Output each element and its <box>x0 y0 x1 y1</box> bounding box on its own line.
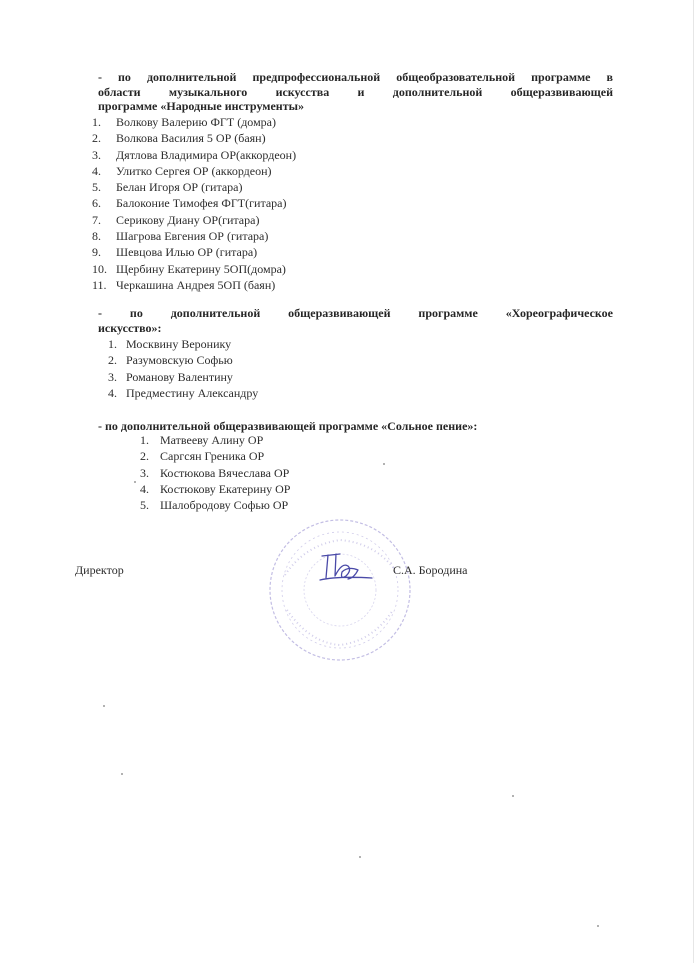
list-item: 5. Белан Игоря ОР (гитара) <box>92 180 243 195</box>
section-heading-choreography <box>98 306 613 335</box>
student-list-folk-instruments <box>92 114 296 293</box>
list-item: 8. Шагрова Евгения ОР (гитара) <box>92 229 269 244</box>
heading-line: программе «Народные инструменты» <box>98 99 304 113</box>
director-title: Директор <box>75 563 124 577</box>
list-item: 10. Щербину Екатерину 5ОП(домра) <box>92 261 286 276</box>
list-item: 11. Черкашина Андрея 5ОП (баян) <box>92 277 276 292</box>
list-item: 5. Шалобродову Софью ОР <box>140 498 289 513</box>
list-item: 2. Волкова Василия 5 ОР (баян) <box>92 131 266 146</box>
scan-speck <box>512 795 514 797</box>
list-item: 6. Балоконие Тимофея ФГТ(гитара) <box>92 196 287 211</box>
list-item: 9. Шевцова Илью ОР (гитара) <box>92 245 258 260</box>
scan-edge-line <box>693 0 694 963</box>
list-item: 1. Волкову Валерию ФГТ (домра) <box>92 115 276 129</box>
list-item: 3. Костюкова Вячеслава ОР <box>140 465 290 480</box>
heading-line: - по дополнительной общеразвивающей программе «Хореографическое <box>98 306 613 320</box>
list-item: 2. Саргсян Греника ОР <box>140 449 265 464</box>
student-list-choreography <box>108 336 258 401</box>
heading-line: области музыкального искусства и дополнительной общеразвивающей <box>98 84 613 99</box>
list-item: 1. Москвину Веронику <box>108 337 232 351</box>
heading-line: - по дополнительной предпрофессиональной общеобразовательной программе в <box>98 70 613 84</box>
list-item: 1. Матвееву Алину ОР <box>140 433 264 447</box>
stamp-seal-icon <box>265 515 415 665</box>
list-item: 2. Разумовскую Софью <box>108 353 233 368</box>
student-list-solo-singing <box>140 432 290 513</box>
heading-line: искусство»: <box>98 320 162 335</box>
scan-speck <box>597 925 599 927</box>
list-item: 7. Серикову Диану ОР(гитара) <box>92 212 260 227</box>
heading-line: - по дополнительной общеразвивающей программе «Сольное пение»: <box>98 419 478 433</box>
scan-speck <box>121 773 123 775</box>
list-item: 4. Улитко Сергея ОР (аккордеон) <box>92 163 272 178</box>
scan-speck <box>103 705 105 707</box>
section-heading-folk-instruments <box>98 70 613 114</box>
scan-speck <box>134 481 136 483</box>
signature-row <box>0 563 700 583</box>
list-item: 3. Дятлова Владимира ОР(аккордеон) <box>92 147 297 162</box>
list-item: 4. Предместину Александру <box>108 385 259 400</box>
list-item: 4. Костюкову Екатерину ОР <box>140 481 291 496</box>
director-name: С.А. Бородина <box>393 563 468 577</box>
scan-speck <box>359 856 361 858</box>
scan-speck <box>383 463 385 465</box>
list-item: 3. Романову Валентину <box>108 369 233 384</box>
